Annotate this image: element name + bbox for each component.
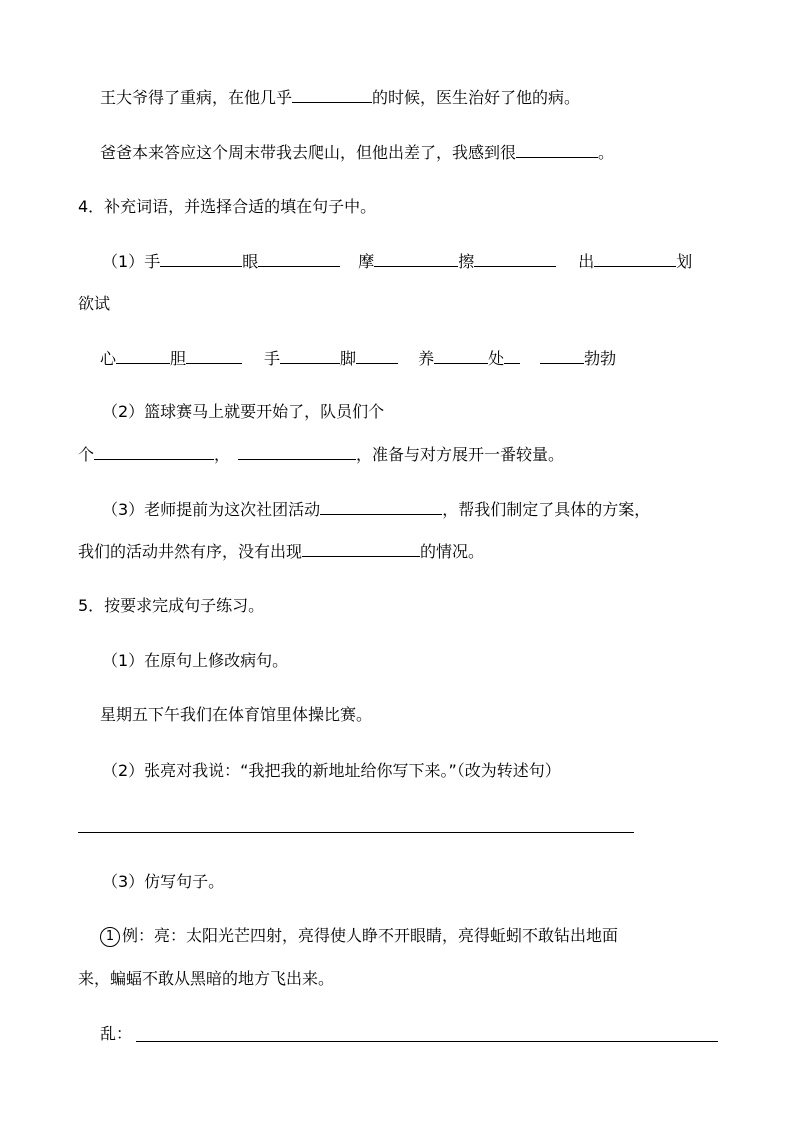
q4-1-row xyxy=(102,250,692,273)
q4-2-line-1: （2）篮球赛马上就要开始了，队员们个 xyxy=(102,402,385,421)
word-part: 脚 xyxy=(340,349,357,368)
question-4-title: 4．补充词语，并选择合适的填在句子中。 xyxy=(78,197,377,216)
word-part: 处 xyxy=(488,349,505,368)
q4-3-text: ，帮我们制定了具体的方案， xyxy=(442,500,651,519)
q5-3-prompt: （3）仿写句子。 xyxy=(102,872,225,891)
answer-blank[interactable] xyxy=(94,443,214,460)
q4-3-text: 我们的活动井然有序，没有出现 xyxy=(78,542,303,561)
answer-blank[interactable] xyxy=(516,141,598,158)
word-part: 手 xyxy=(144,252,161,271)
word-part: 出 xyxy=(578,252,595,271)
answer-blank[interactable] xyxy=(160,250,242,267)
answer-blank[interactable] xyxy=(594,250,676,267)
word-part: 养 xyxy=(418,349,435,368)
answer-blank[interactable] xyxy=(116,347,170,364)
q5-3-luan-label: 乱： xyxy=(100,1024,133,1043)
answer-blank[interactable] xyxy=(434,347,488,364)
answer-blank[interactable] xyxy=(320,498,442,515)
answer-blank[interactable] xyxy=(186,347,242,364)
q4-row-2 xyxy=(100,347,616,370)
q4-2-line-2 xyxy=(78,443,564,466)
sentence-1-start: 王大爷得了重病，在他几乎 xyxy=(100,88,293,107)
sentence-2-end: 。 xyxy=(598,143,615,162)
q5-3-example-line-1 xyxy=(100,925,618,947)
answer-blank[interactable] xyxy=(292,86,372,103)
answer-line[interactable] xyxy=(136,1041,718,1042)
sentence-1-end: 的时候，医生治好了他的病。 xyxy=(372,88,581,107)
q4-2-text: 个 xyxy=(78,445,95,464)
answer-blank[interactable] xyxy=(374,250,458,267)
word-part: 心 xyxy=(100,349,117,368)
q5-3-example-line-2: 来，蝙蝠不敢从黑暗的地方飞出来。 xyxy=(78,969,335,988)
answer-line[interactable] xyxy=(78,832,634,833)
q4-3-text: （3）老师提前为这次社团活动 xyxy=(102,500,321,519)
q4-1-label: （1） xyxy=(102,252,145,271)
q4-3-line-2 xyxy=(78,540,484,563)
word-part: 胆 xyxy=(170,349,187,368)
sentence-1 xyxy=(100,86,580,109)
word-part: 摩 xyxy=(358,252,375,271)
q4-3-text: 的情况。 xyxy=(420,542,485,561)
sentence-2-start: 爸爸本来答应这个周末带我去爬山，但他出差了，我感到很 xyxy=(100,143,517,162)
answer-blank[interactable] xyxy=(280,347,340,364)
q5-1-prompt: （1）在原句上修改病句。 xyxy=(102,651,289,670)
word-part: 划 xyxy=(676,252,693,271)
example-text: 例：亮：太阳光芒四射，亮得使人睁不开眼睛，亮得蚯蚓不敢钻出地面 xyxy=(122,926,619,945)
answer-blank[interactable] xyxy=(258,250,340,267)
answer-blank[interactable] xyxy=(238,443,356,460)
answer-blank[interactable] xyxy=(356,347,398,364)
circled-number-1: 1 xyxy=(100,927,120,947)
word-part: 手 xyxy=(264,349,281,368)
answer-blank[interactable] xyxy=(504,347,520,364)
q4-2-text: ， xyxy=(214,445,231,464)
answer-blank[interactable] xyxy=(474,250,556,267)
q4-3-line-1 xyxy=(102,498,650,521)
sentence-2 xyxy=(100,141,614,164)
answer-blank[interactable] xyxy=(302,540,420,557)
word-part: 擦 xyxy=(458,252,475,271)
word-part: 眼 xyxy=(242,252,259,271)
q5-1-sentence: 星期五下午我们在体育馆里体操比赛。 xyxy=(100,705,373,724)
q5-2-prompt: （2）张亮对我说：“我把我的新地址给你写下来。”（改为转述句） xyxy=(102,761,561,780)
word-part: 勃勃 xyxy=(584,349,617,368)
q4-1-continuation: 欲试 xyxy=(78,294,111,313)
question-5-title: 5．按要求完成句子练习。 xyxy=(78,596,265,615)
answer-blank[interactable] xyxy=(540,347,584,364)
q4-2-text: ，准备与对方展开一番较量。 xyxy=(356,445,565,464)
